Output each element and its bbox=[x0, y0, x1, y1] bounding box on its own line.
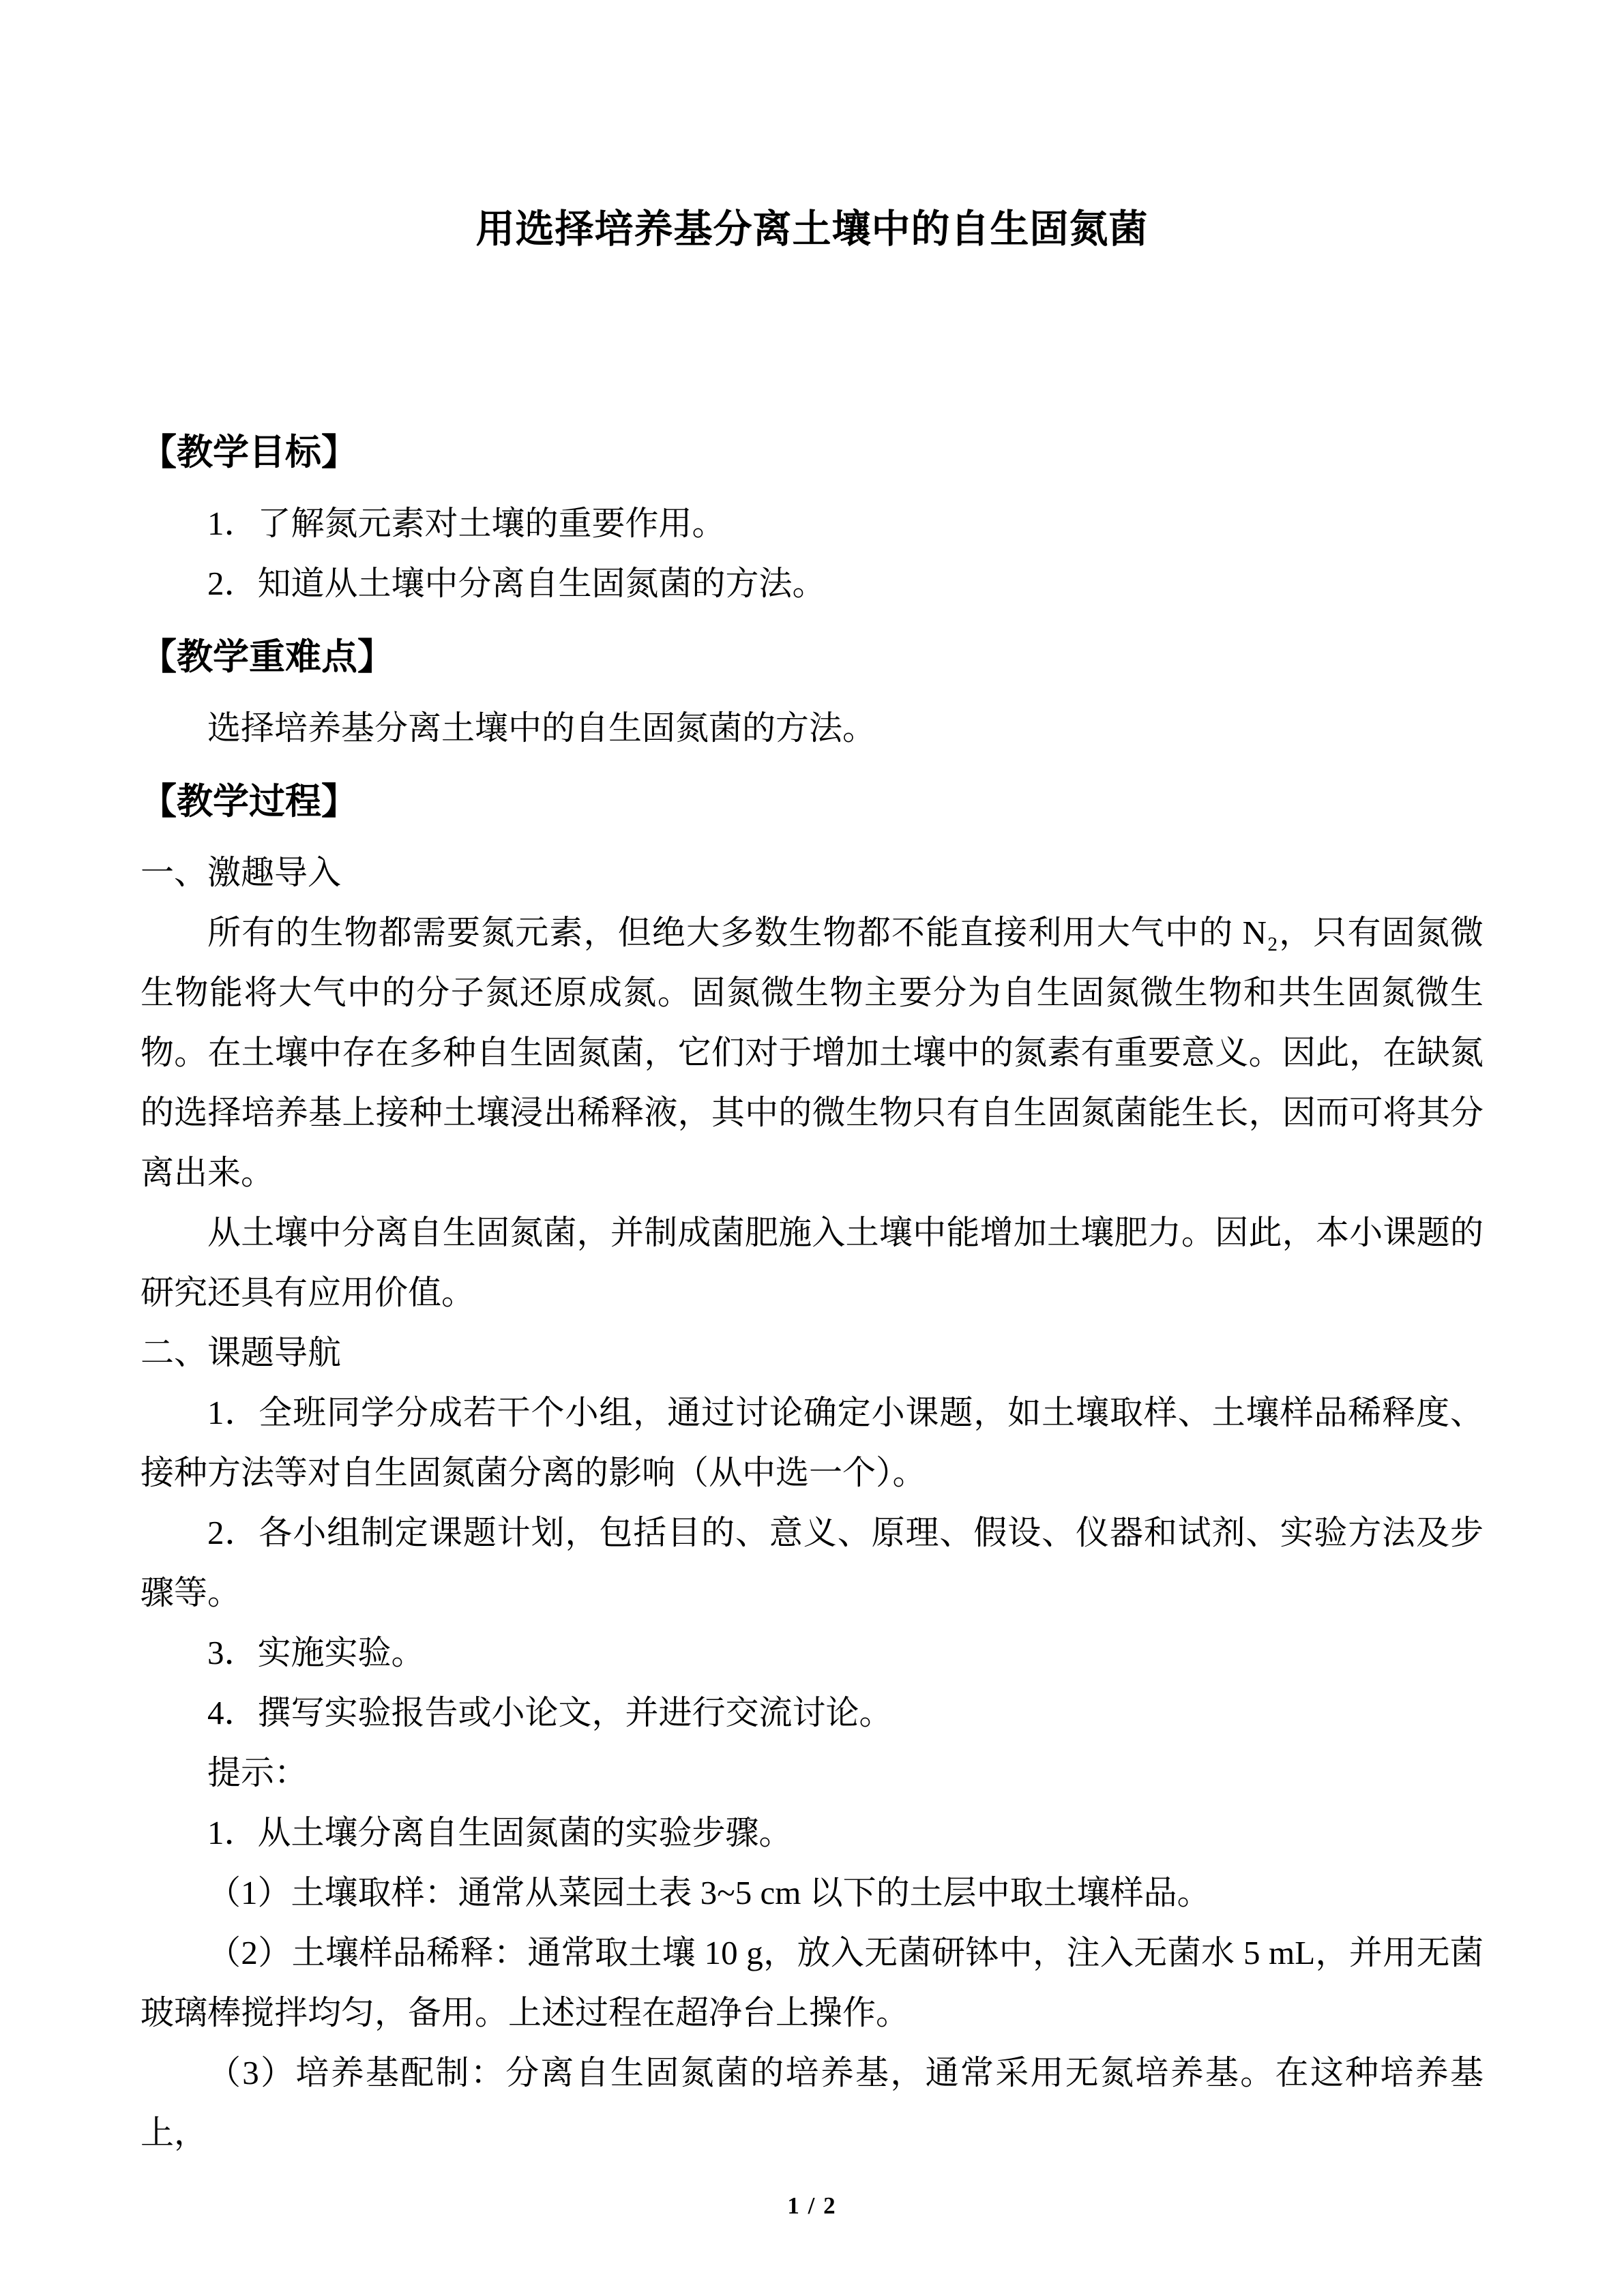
list-item: 4．撰写实验报告或小论文，并进行交流讨论。 bbox=[207, 1694, 893, 1731]
page-number: 1 / 2 bbox=[787, 2192, 837, 2219]
list-item: （2）土壤样品稀释：通常取土壤 10 g，放入无菌研钵中，注入无菌水 5 mL，并用无菌玻璃棒搅拌均匀，备用。上述过程在超净台上操作。 bbox=[141, 1934, 1483, 2031]
list-item: 1．全班同学分成若干个小组，通过讨论确定小课题，如土壤取样、土壤样品稀释度、接种方法等对自生固氮菌分离的影响（从中选一个）。 bbox=[141, 1394, 1483, 1491]
subsection-title: 二、课题导航 bbox=[141, 1334, 342, 1371]
list-item: 3．实施实验。 bbox=[207, 1634, 425, 1671]
list-item: 1．了解氮元素对土壤的重要作用。 bbox=[207, 505, 726, 542]
list-item: 2．知道从土壤中分离自生固氮菌的方法。 bbox=[207, 565, 826, 602]
paragraph: 从土壤中分离自生固氮菌，并制成菌肥施入土壤中能增加土壤肥力。因此，本小课题的研究还具有应用价值。 bbox=[141, 1214, 1483, 1311]
list-item: （3）培养基配制：分离自生固氮菌的培养基，通常采用无氮培养基。在这种培养基上， bbox=[141, 2054, 1483, 2151]
paragraph: 选择培养基分离土壤中的自生固氮菌的方法。 bbox=[207, 709, 876, 747]
document-title: 用选择培养基分离土壤中的自生固氮菌 bbox=[475, 208, 1149, 251]
paragraph: 所有的生物都需要氮元素，但绝大多数生物都不能直接利用大气中的 N₂，只有固氮微生物能将大气中的分子氮还原成氮。固氮微生物主要分为自生固氮微生物和共生固氮微生物。在土壤中存在多种自生固氮菌，它们对于增加土壤中的氮素有重要意义。因此，在缺氮的选择培养基上接种土壤浸出稀释液，其中的微生物只有自生固氮菌能生长，因而可将其分离出来。 bbox=[141, 914, 1483, 1191]
heading-teaching-process: 【教学过程】 bbox=[141, 782, 357, 822]
heading-key-points: 【教学重难点】 bbox=[141, 638, 394, 677]
heading-teaching-objectives: 【教学目标】 bbox=[141, 433, 357, 473]
paragraph: 提示： bbox=[207, 1754, 308, 1791]
list-item: （1）土壤取样：通常从菜园土表 3~5 cm 以下的土层中取土壤样品。 bbox=[207, 1874, 1211, 1911]
subsection-title: 一、激趣导入 bbox=[141, 854, 342, 891]
list-item: 2．各小组制定课题计划，包括目的、意义、原理、假设、仪器和试剂、实验方法及步骤等。 bbox=[141, 1514, 1483, 1611]
page-footer bbox=[0, 2192, 1624, 2220]
list-item: 1．从土壤分离自生固氮菌的实验步骤。 bbox=[207, 1814, 793, 1851]
